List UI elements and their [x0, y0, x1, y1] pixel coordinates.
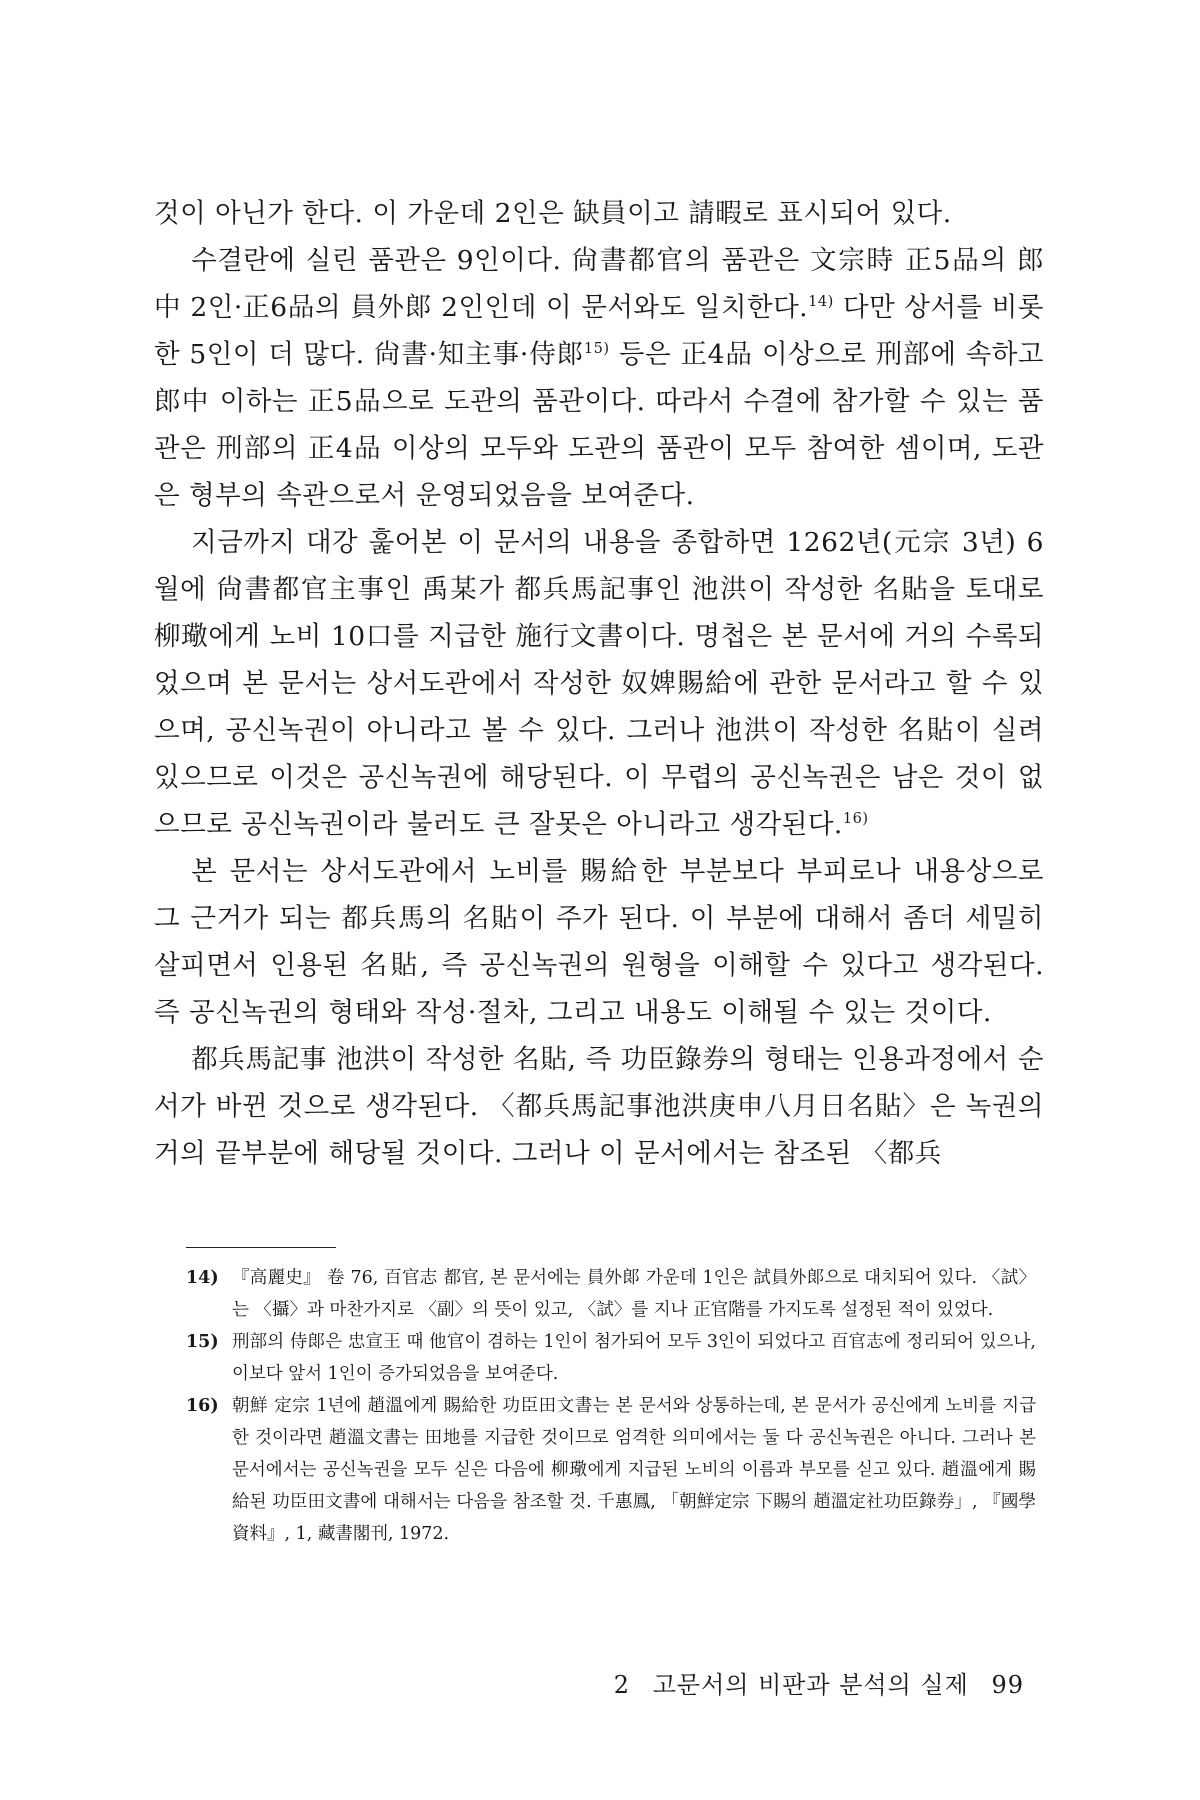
footnote-text: 『高麗史』 卷 76, 百官志 都官, 본 문서에는 員外郞 가운데 1인은 試員外郞으로 대치되어 있다. 〈試〉는 〈攝〉과 마찬가지로 〈副〉의 뜻이 있고, 〈試〉를 지나 正官階를 가지도록 설정된 적이 있었다. — [232, 1268, 1036, 1320]
paragraph-2 — [154, 237, 1044, 519]
footnote-ref-14[interactable]: 14) — [808, 293, 834, 311]
paragraph-4 — [154, 848, 1044, 1036]
footnote-14 — [186, 1262, 1036, 1326]
paragraph-3 — [154, 519, 1044, 848]
footnote-16 — [186, 1390, 1036, 1550]
footnote-ref-16[interactable]: 16) — [842, 810, 869, 828]
chapter-number: 2 — [613, 1671, 631, 1699]
paragraph-1 — [154, 190, 1044, 237]
footnote-text: 朝鮮 定宗 1년에 趙溫에게 賜給한 功臣田文書는 본 문서와 상통하는데, 본 문서가 공신에게 노비를 지급한 것이라면 趙溫文書는 田地를 지급한 것이므로 엄격한 의미에서는 둘 다 공신녹권은 아니다. 그러나 본문서에서는 공신녹권을 모두 싣은 다음에 柳璥에게 지급된 노비의 이름과 부모를 싣고 있다. 趙溫에게 賜給된 功臣田文書에 대해서는 다음을 참조할 것. 千惠鳳, 「朝鮮定宗 下賜의 趙溫定社功臣錄券」, 『國學資料』, 1, 藏書閣刊, 1972. — [232, 1396, 1036, 1544]
page-number: 99 — [991, 1671, 1024, 1699]
paragraph-text: 본 문서는 상서도관에서 노비를 賜給한 부분보다 부피로나 내용상으로 그 근거가 되는 都兵馬의 名貼이 주가 된다. 이 부분에 대해서 좀더 세밀히 살피면서 인용된 名貼, 즉 공신녹권의 원형을 이해할 수 있다고 생각된다. 즉 공신녹권의 형태와 작성·절차, 그리고 내용도 이해될 수 있는 것이다. — [154, 856, 1044, 1028]
chapter-title: 고문서의 비판과 분석의 실제 — [652, 1671, 969, 1699]
paragraph-text: 都兵馬記事 池洪이 작성한 名貼, 즉 功臣錄券의 형태는 인용과정에서 순서가 바뀐 것으로 생각된다. 〈都兵馬記事池洪庚申八月日名貼〉은 녹권의 거의 끝부분에 해당될 것이다. 그러나 이 문서에서는 참조된 〈都兵 — [154, 1044, 1044, 1169]
footnote-text: 刑部의 侍郞은 忠宣王 때 他官이 겸하는 1인이 첨가되어 모두 3인이 되었다고 百官志에 정리되어 있으나, 이보다 앞서 1인이 증가되었음을 보여준다. — [232, 1332, 1036, 1384]
footnote-15 — [186, 1326, 1036, 1390]
paragraph-text-cont: 다만 상서를 비롯한 5인이 더 많다. 尙書·知主事·侍郞 — [154, 292, 1045, 370]
footnote-number: 15) — [186, 1332, 219, 1352]
footnote-divider — [186, 1247, 336, 1248]
footnote-ref-15[interactable]: 15) — [583, 340, 610, 358]
paragraph-text: 수결란에 실린 품관은 9인이다. 尙書都官의 품관은 文宗時 正5品의 郎中 2인·正6品의 員外郞 2인인데 이 문서와도 일치한다. — [154, 245, 1044, 323]
paragraph-text: 지금까지 대강 훑어본 이 문서의 내용을 종합하면 1262년(元宗 3년) 6월에 尙書都官主事인 禹某가 都兵馬記事인 池洪이 작성한 名貼을 토대로 柳璥에게 노비 10口를 지급한 施行文書이다. 명첩은 본 문서에 거의 수록되었으며 본 문서는 상서도관에서 작성한 奴婢賜給에 관한 문서라고 할 수 있으며, 공신녹권이 아니라고 볼 수 있다. 그러나 池洪이 작성한 名貼이 실려 있으므로 이것은 공신녹권에 해당된다. 이 무렵의 공신녹권은 남은 것이 없으므로 공신녹권이라 불러도 큰 잘못은 아니라고 생각된다. — [154, 527, 1044, 840]
paragraph-text-cont: 등은 正4品 이상으로 刑部에 속하고 郎中 이하는 正5品으로 도관의 품관이다. 따라서 수결에 참가할 수 있는 품관은 刑部의 正4品 이상의 모두와 도관의 품관이 모두 참여한 셈이며, 도관은 형부의 속관으로서 운영되었음을 보여준다. — [154, 339, 1045, 511]
paragraph-5 — [154, 1036, 1044, 1177]
footnote-number: 14) — [186, 1268, 219, 1288]
body-text — [154, 190, 1044, 1177]
paragraph-text: 것이 아닌가 한다. 이 가운데 2인은 缺員이고 請暇로 표시되어 있다. — [154, 198, 952, 229]
running-footer — [600, 1665, 1024, 1700]
footnote-number: 16) — [186, 1396, 219, 1416]
footnotes — [186, 1262, 1036, 1550]
